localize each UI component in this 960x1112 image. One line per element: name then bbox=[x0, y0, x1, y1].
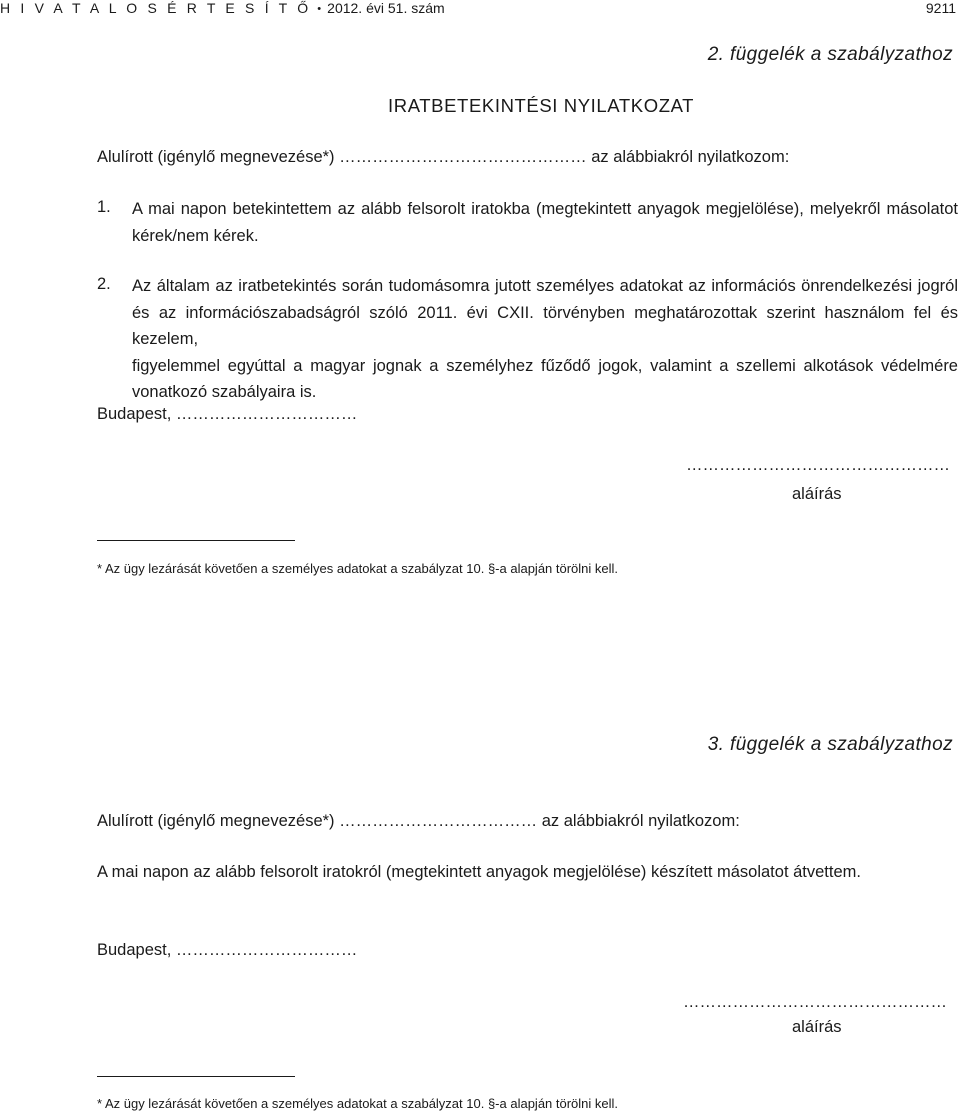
signature-label: aláírás bbox=[792, 1018, 842, 1036]
declaration-line: Alulírott (igénylő megnevezése*) ……………………………… az alábbiakról nyilatkozom: bbox=[97, 812, 740, 830]
place-date-line: Budapest, …………………………… bbox=[97, 941, 358, 959]
signature-dots: ………………………………………… bbox=[683, 993, 947, 1011]
issue-label: 2012. évi 51. szám bbox=[327, 0, 445, 16]
page-number: 9211 bbox=[925, 0, 956, 16]
text-line: figyelemmel egyúttal a magyar jognak a személyhez fűződő jogok, valamint a szellemi alkotások védelmére bbox=[132, 356, 958, 375]
item-1-number: 1. bbox=[97, 198, 111, 216]
document-title: IRATBETEKINTÉSI NYILATKOZAT bbox=[388, 95, 695, 116]
declaration-line: Alulírott (igénylő megnevezése*) ……………………………………… az alábbiakról nyilatkozom: bbox=[97, 148, 790, 166]
item-1-text bbox=[132, 196, 958, 249]
item-2-number: 2. bbox=[97, 275, 111, 293]
text-line: és az információszabadságról szóló 2011. évi CXII. törvényben meghatározottak szerint használom fel és kezelem, bbox=[132, 303, 958, 348]
item-2-text bbox=[132, 273, 958, 406]
footnote: * Az ügy lezárását követően a személyes adatokat a szabályzat 10. §-a alapján törölni kell. bbox=[97, 1096, 619, 1111]
running-header bbox=[0, 0, 445, 16]
place-date-line: Budapest, …………………………… bbox=[97, 405, 358, 423]
signature-label: aláírás bbox=[792, 485, 842, 503]
appendix-2-heading: 2. függelék a szabályzathoz bbox=[707, 44, 953, 65]
bullet-separator: • bbox=[317, 3, 322, 15]
text-line: A mai napon betekintettem az alább felsorolt iratokba (megtekintett anyagok megjelölése), melyekről másolatot bbox=[132, 200, 958, 218]
footnote-rule bbox=[97, 540, 295, 541]
journal-name: H I V A T A L O S É R T E S Í T Ő bbox=[0, 0, 312, 16]
footnote: * Az ügy lezárását követően a személyes adatokat a szabályzat 10. §-a alapján törölni kell. bbox=[97, 561, 619, 576]
appendix-3-heading: 3. függelék a szabályzathoz bbox=[707, 734, 953, 755]
text-line: kérek/nem kérek. bbox=[132, 226, 259, 245]
text-line: vonatkozó szabályaira is. bbox=[132, 383, 317, 401]
statement-line: A mai napon az alább felsorolt iratokról (megtekintett anyagok megjelölése) készített másolatot átvettem. bbox=[97, 863, 861, 881]
footnote-rule bbox=[97, 1076, 295, 1077]
text-line: Az általam az iratbetekintés során tudomásomra jutott személyes adatokat az információs önrendelkezési jogról bbox=[132, 277, 958, 295]
signature-dots: ………………………………………… bbox=[686, 456, 950, 474]
